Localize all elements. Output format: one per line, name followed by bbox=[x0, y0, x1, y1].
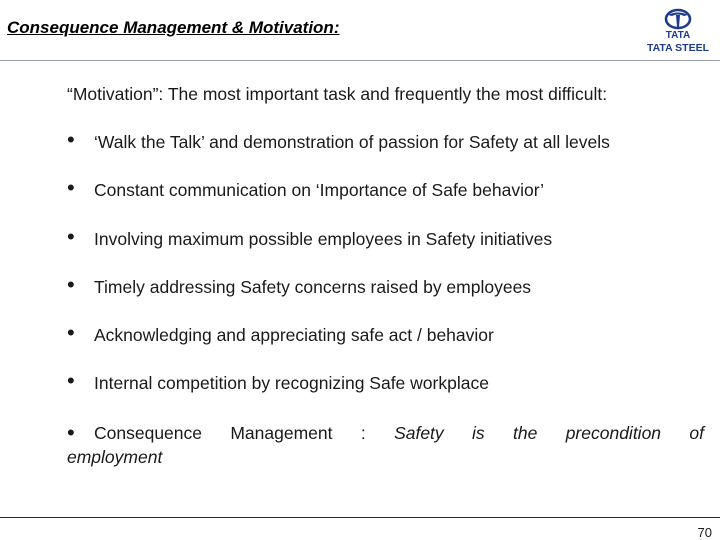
slide-title: Consequence Management & Motivation: bbox=[7, 18, 340, 37]
svg-text:TATA: TATA bbox=[665, 30, 691, 41]
consequence-word: Consequence bbox=[94, 423, 202, 443]
consequence-word: : bbox=[360, 423, 366, 443]
bullet-dot: • bbox=[67, 224, 75, 249]
consequence-bullet bbox=[67, 421, 704, 469]
bullet-dot: • bbox=[67, 127, 75, 152]
consequence-word: precondition bbox=[565, 423, 662, 443]
intro-text: “Motivation”: The most important task and frequently the most difficult: bbox=[67, 84, 608, 104]
bullet-dot: • bbox=[67, 272, 75, 297]
bullet-dot: • bbox=[67, 320, 75, 345]
header-divider bbox=[0, 60, 720, 61]
bullet-dot: • bbox=[67, 175, 75, 200]
consequence-word: Safety bbox=[394, 423, 444, 443]
bullet-text: Involving maximum possible employees in Safety initiatives bbox=[94, 229, 553, 249]
bullet-text: ‘Walk the Talk’ and demonstration of passion for Safety at all levels bbox=[94, 132, 610, 152]
consequence-word: Management bbox=[230, 423, 333, 443]
bullet-dot: • bbox=[67, 420, 75, 445]
page-number: 70 bbox=[697, 525, 712, 540]
svg-text:TATA STEEL: TATA STEEL bbox=[647, 43, 709, 53]
bullet-dot: • bbox=[67, 368, 75, 393]
consequence-continuation: employment bbox=[67, 447, 163, 467]
bullet-text: Acknowledging and appreciating safe act / behavior bbox=[94, 325, 494, 345]
tata-steel-logo bbox=[646, 7, 710, 53]
footer-divider bbox=[0, 517, 720, 518]
bullet-text: Timely addressing Safety concerns raised by employees bbox=[94, 277, 532, 297]
consequence-word: of bbox=[689, 423, 704, 443]
consequence-word: is bbox=[472, 423, 485, 443]
consequence-word: the bbox=[513, 423, 538, 443]
bullet-text: Constant communication on ‘Importance of Safe behavior’ bbox=[94, 180, 545, 200]
bullet-text: Internal competition by recognizing Safe workplace bbox=[94, 373, 489, 393]
